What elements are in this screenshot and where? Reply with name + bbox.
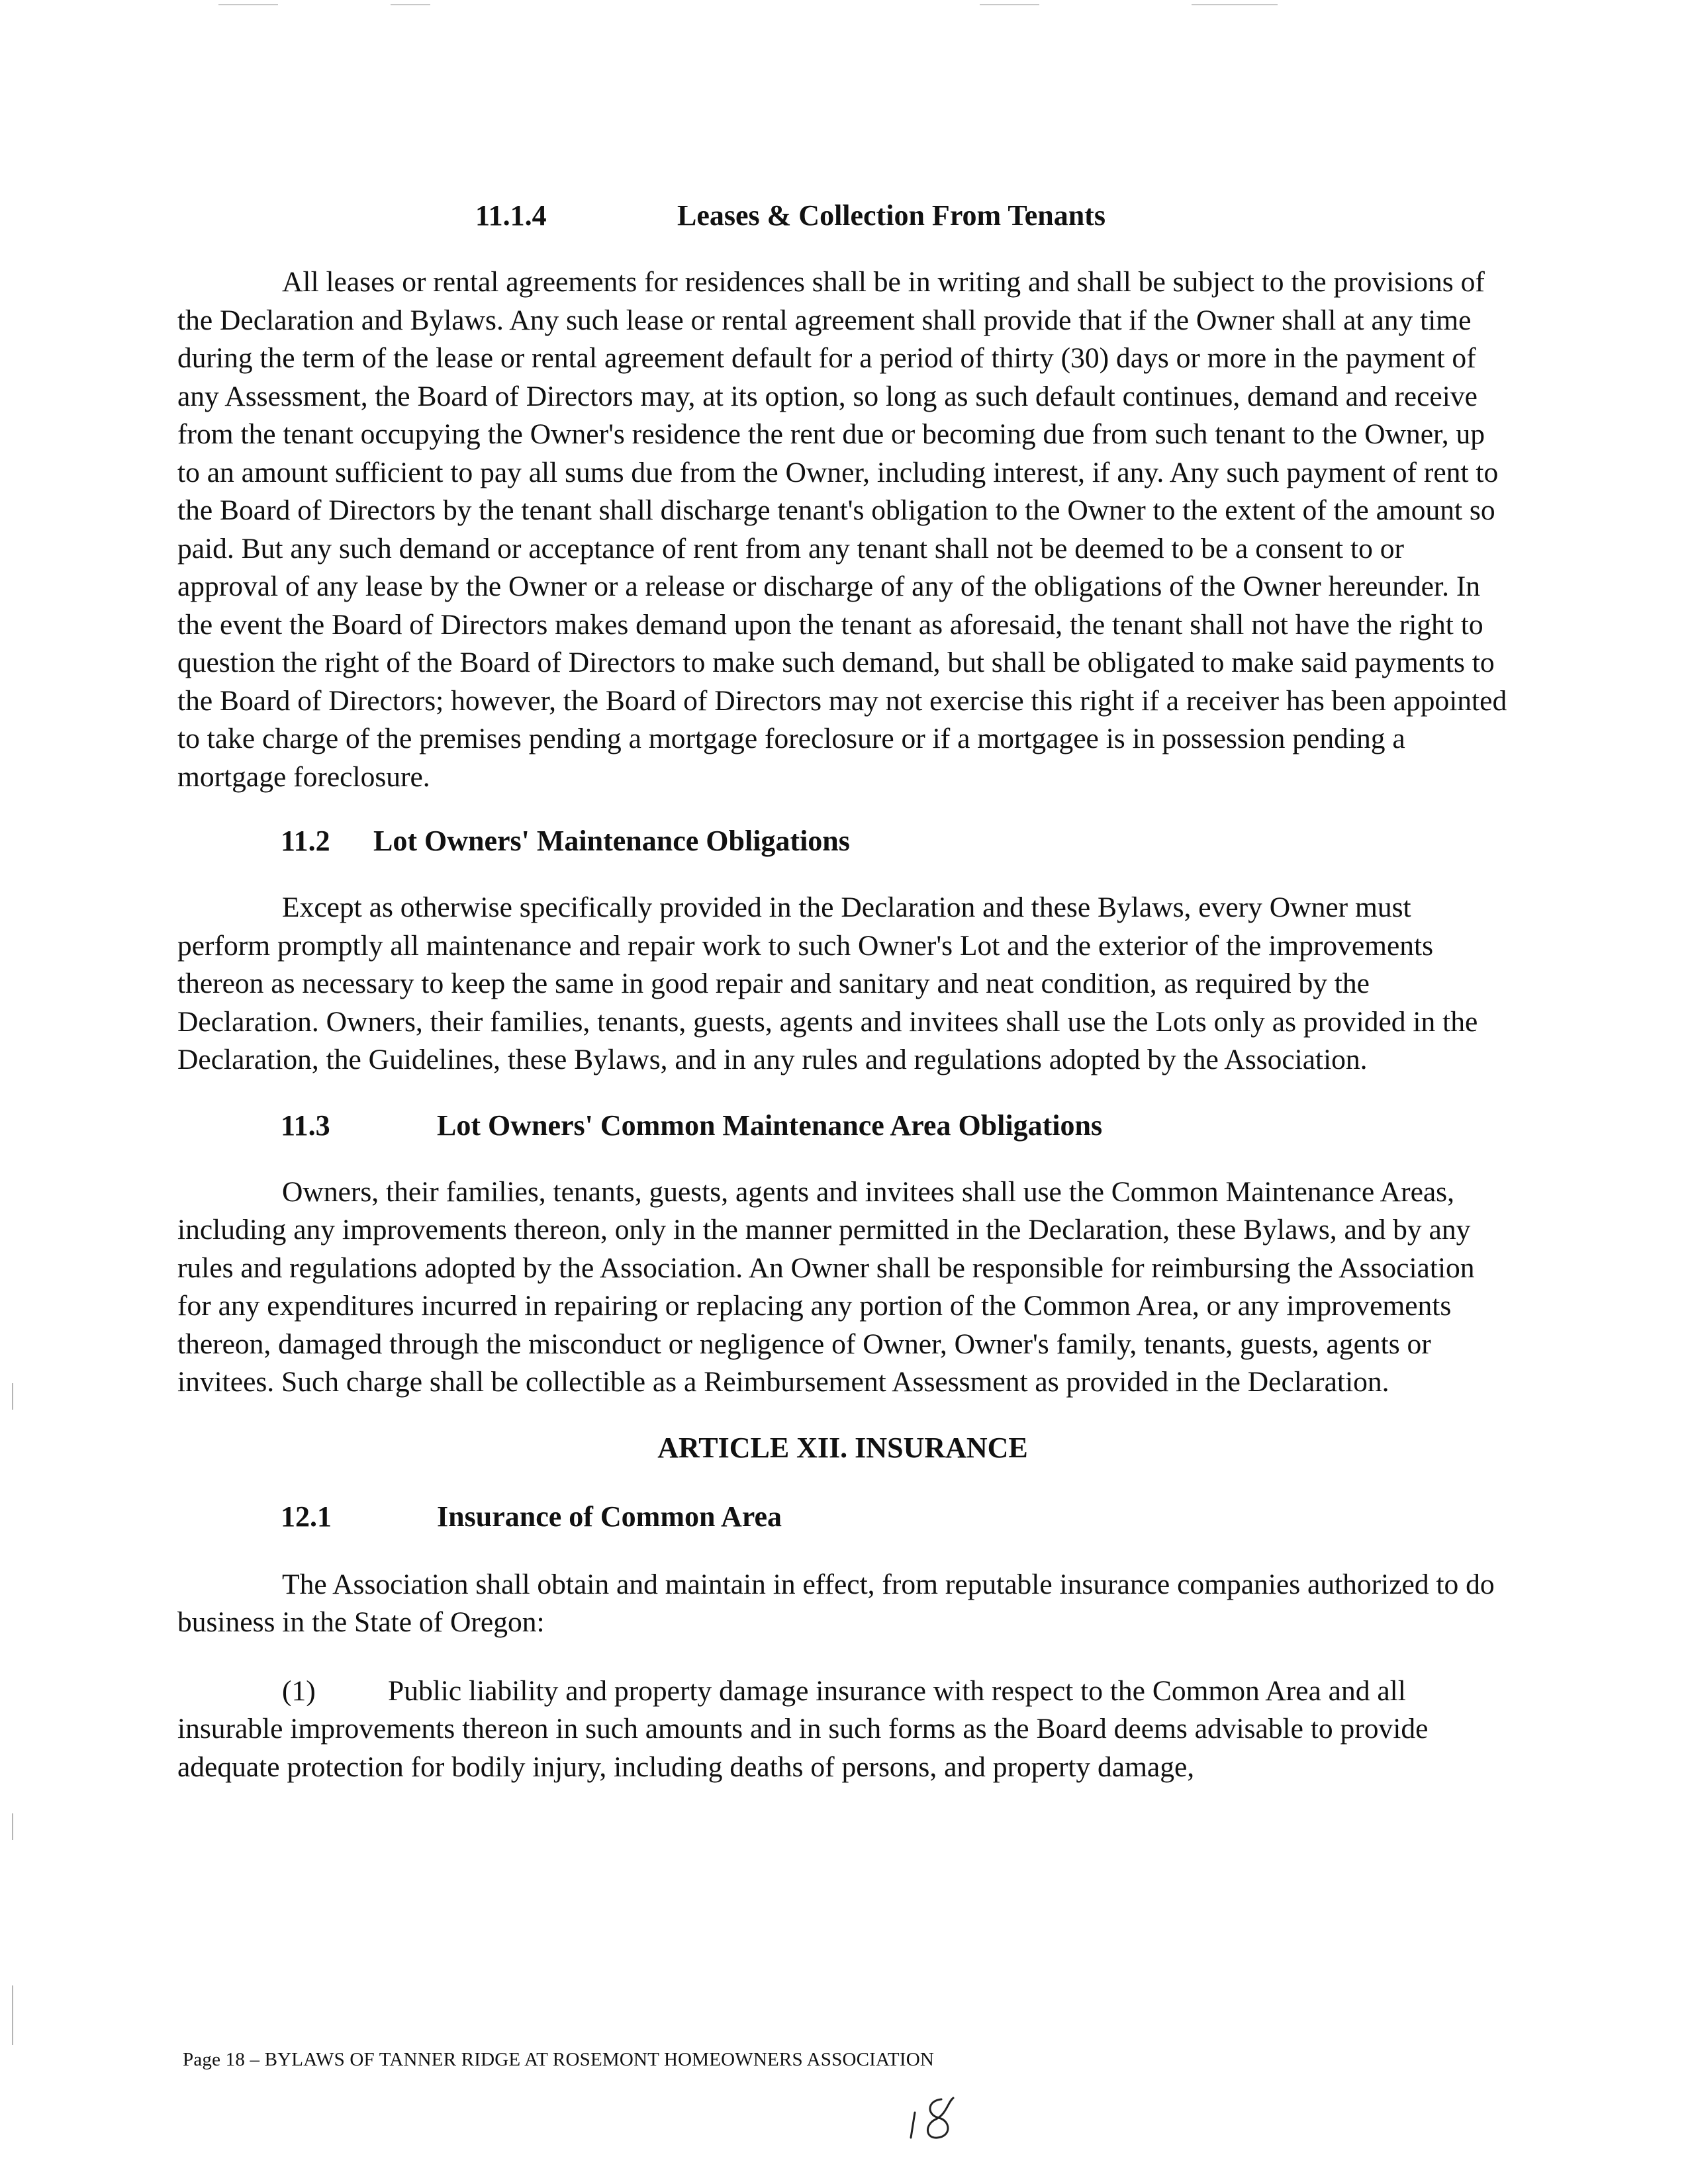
scan-artifact <box>12 1813 13 1840</box>
section-title: Lot Owners' Maintenance Obligations <box>373 825 850 857</box>
section-number: 12.1 <box>281 1500 332 1533</box>
list-item-label: (1) <box>282 1674 316 1707</box>
scan-artifact <box>980 4 1039 5</box>
section-heading-12-1 <box>281 1500 1508 1534</box>
scan-artifact <box>1192 4 1278 5</box>
scan-artifact <box>12 1383 13 1410</box>
section-heading-11-2 <box>281 824 1508 858</box>
section-number: 11.1.4 <box>475 199 547 232</box>
article-heading: ARTICLE XII. INSURANCE <box>657 1431 1028 1464</box>
section-number: 11.3 <box>281 1109 330 1142</box>
section-body-12-1: The Association shall obtain and maintain in effect, from reputable insurance companies authorized to do business in the State of Oregon: <box>177 1568 1495 1638</box>
section-title: Leases & Collection From Tenants <box>677 199 1105 232</box>
scan-artifact <box>12 1985 13 2045</box>
section-body-11-2: Except as otherwise specifically provided in the Declaration and these Bylaws, every Owner must perform promptly all maintenance and repair work to such Owner's Lot and the exterior of the improvements thereon as necessary to keep the same in good repair and sanitary and neat condition, as required by the Declaration. Owners, their families, tenants, guests, agents and invitees shall use the Lots only as provided in the Declaration, the Guidelines, these Bylaws, and in any rules and regulations adopted by the Association. <box>177 891 1478 1075</box>
page-footer: Page 18 – BYLAWS OF TANNER RIDGE AT ROSEMONT HOMEOWNERS ASSOCIATION <box>183 2049 934 2070</box>
section-title: Lot Owners' Common Maintenance Area Obligations <box>437 1109 1103 1142</box>
section-heading-11-3 <box>281 1109 1508 1143</box>
list-item-body: Public liability and property damage insurance with respect to the Common Area and all insurable improvements thereon in such amounts and in such forms as the Board deems advisable to provide adequate protection for bodily injury, including deaths of persons, and property damage, <box>177 1674 1429 1783</box>
section-title: Insurance of Common Area <box>437 1500 782 1533</box>
list-item-1 <box>177 1672 1508 1787</box>
section-body-11-3: Owners, their families, tenants, guests, agents and invitees shall use the Common Maintenance Areas, including any improvements thereon, only in the manner permitted in the Declaration, these Bylaws, and by any rules and regulations adopted by the Association. An Owner shall be responsible for reimbursing the Association for any expenditures incurred in repairing or replacing any portion of the Common Area, or any improvements thereon, damaged through the misconduct or negligence of Owner, Owner's family, tenants, guests, agents or invitees. Such charge shall be collectible as a Reimbursement Assessment as provided in the Declaration. <box>177 1175 1475 1398</box>
section-body-11-1-4: All leases or rental agreements for residences shall be in writing and shall be subject to the provisions of the Declaration and Bylaws. Any such lease or rental agreement shall provide that if the Owner shall at any time during the term of the lease or rental agreement default for a period of thirty (30) days or more in the payment of any Assessment, the Board of Directors may, at its option, so long as such default continues, demand and receive from the tenant occupying the Owner's residence the rent due or becoming due from such tenant to the Owner, up to an amount sufficient to pay all sums due from the Owner, including interest, if any. Any such payment of rent to the Board of Directors by the tenant shall discharge tenant's obligation to the Owner to the extent of the amount so paid. But any such demand or acceptance of rent from any tenant shall not be deemed to be a consent to or approval of any lease by the Owner or a release or discharge of any of the obligations of the Owner hereunder. In the event the Board of Directors makes demand upon the tenant as aforesaid, the tenant shall not have the right to question the right of the Board of Directors to make such demand, but shall be obligated to make said payments to the Board of Directors; however, the Board of Directors may not exercise this right if a receiver has been appointed to take charge of the premises pending a mortgage foreclosure or if a mortgagee is in possession pending a mortgage foreclosure. <box>177 266 1507 793</box>
section-heading-11-1-4 <box>475 199 1508 233</box>
handwritten-page-number <box>907 2093 966 2146</box>
section-number: 11.2 <box>281 825 330 857</box>
scan-artifact <box>218 4 278 5</box>
scan-artifact <box>391 4 430 5</box>
document-page <box>177 199 1508 1786</box>
